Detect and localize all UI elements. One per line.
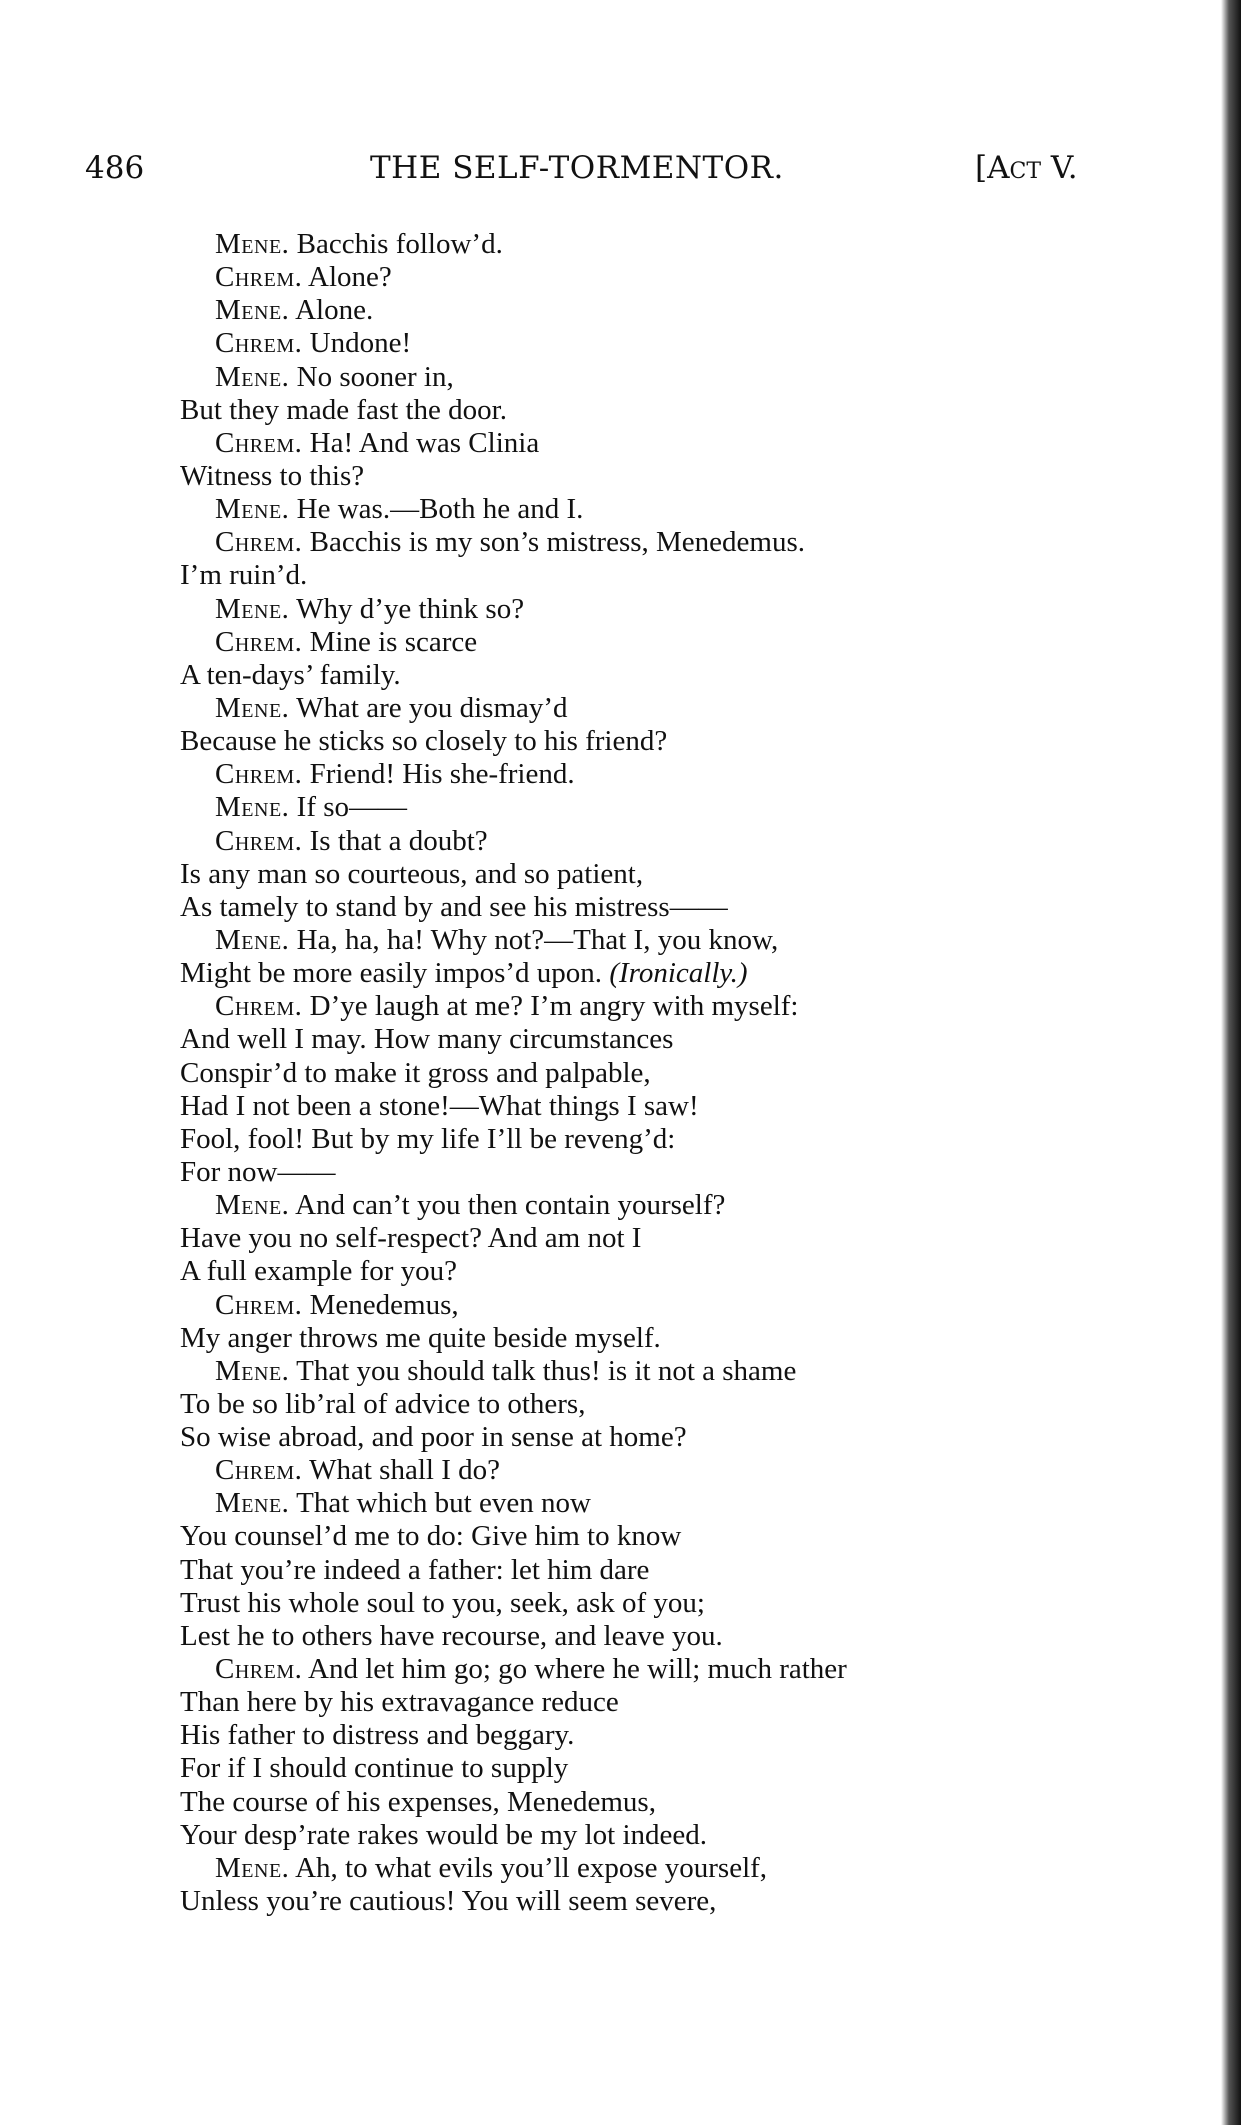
verse-line: [180, 1520, 1140, 1553]
line-text: Undone!: [309, 327, 412, 360]
speaker-label: Mene.: [215, 1189, 290, 1222]
line-text: For if I should continue to supply: [180, 1752, 569, 1785]
verse-line: [180, 1719, 1140, 1752]
verse-line: [180, 1189, 1140, 1222]
speaker-label: Chrem.: [215, 625, 303, 658]
verse-line: [180, 1255, 1140, 1288]
verse-line: [180, 725, 1140, 758]
speaker-label: Mene.: [215, 791, 290, 824]
line-text: So wise abroad, and poor in sense at home?: [180, 1421, 687, 1454]
line-text: He was.—Both he and I.: [296, 493, 584, 526]
line-text: And well I may. How many circumstances: [180, 1023, 674, 1056]
line-text: Trust his whole soul to you, seek, ask of you;: [180, 1586, 705, 1619]
verse-line: [180, 891, 1140, 924]
verse-line: [180, 1487, 1140, 1520]
verse-line: [180, 858, 1140, 891]
verse-line: [180, 1222, 1140, 1255]
verse-line: [180, 791, 1140, 824]
verse-line: [180, 1587, 1140, 1620]
line-text: A full example for you?: [180, 1255, 458, 1288]
line-text: Menedemus,: [309, 1288, 459, 1321]
line-text: Alone?: [308, 261, 392, 294]
verse-line: [180, 1388, 1140, 1421]
line-text: I’m ruin’d.: [180, 559, 308, 592]
act-label: [Act V.: [975, 150, 1078, 186]
line-text: Had I not been a stone!—What things I saw!: [180, 1089, 699, 1122]
line-text: Unless you’re cautious! You will seem severe,: [180, 1885, 717, 1918]
verse-line: [180, 394, 1140, 427]
verse-line: [180, 1686, 1140, 1719]
speaker-label: Mene.: [215, 592, 290, 625]
page-number: 486: [85, 150, 145, 186]
line-text: If so——: [296, 791, 408, 824]
verse-line: [180, 427, 1140, 460]
speaker-label: Mene.: [215, 1354, 290, 1387]
speaker-label: Mene.: [215, 493, 290, 526]
line-text: Mine is scarce: [309, 625, 478, 658]
verse-line: [180, 526, 1140, 559]
line-text: Lest he to others have recourse, and leave you.: [180, 1619, 723, 1652]
running-header: [0, 150, 1241, 200]
verse-line: [180, 593, 1140, 626]
speaker-label: Chrem.: [215, 1653, 303, 1686]
line-text: Ah, to what evils you’ll expose yourself,: [295, 1851, 768, 1884]
line-text: Friend! His she-friend.: [309, 758, 575, 791]
verse-line: [180, 1156, 1140, 1189]
verse-line: [180, 261, 1140, 294]
line-text: Alone.: [295, 294, 374, 327]
line-text: Conspir’d to make it gross and palpable,: [180, 1056, 651, 1089]
line-text: Fool, fool! But by my life I’ll be reveng’d:: [180, 1122, 676, 1155]
verse-line: [180, 1752, 1140, 1785]
verse-line: [180, 1620, 1140, 1653]
stage-direction: (Ironically.): [609, 957, 748, 990]
verse-line: [180, 294, 1140, 327]
line-text: D’ye laugh at me? I’m angry with myself:: [309, 990, 799, 1023]
speaker-label: Chrem.: [215, 824, 303, 857]
line-text: Witness to this?: [180, 459, 365, 492]
line-text: Because he sticks so closely to his friend?: [180, 725, 668, 758]
verse-line: [180, 1023, 1140, 1056]
speaker-label: Chrem.: [215, 1454, 303, 1487]
line-text: Than here by his extravagance reduce: [180, 1686, 619, 1719]
speaker-label: Mene.: [215, 1487, 290, 1520]
verse-line: [180, 1322, 1140, 1355]
line-text: And let him go; go where he will; much rather: [308, 1653, 847, 1686]
line-text: And can’t you then contain yourself?: [295, 1189, 726, 1222]
line-text: Bacchis is my son’s mistress, Menedemus.: [309, 526, 806, 559]
verse-line: [180, 1355, 1140, 1388]
verse-line: [180, 228, 1140, 261]
speaker-label: Mene.: [215, 360, 290, 393]
verse-line: [180, 1786, 1140, 1819]
line-text: Might be more easily impos’d upon.: [180, 957, 603, 990]
speaker-label: Chrem.: [215, 1288, 303, 1321]
line-text: That you’re indeed a father: let him dare: [180, 1553, 650, 1586]
line-text: A ten-days’ family.: [180, 658, 401, 691]
line-text: No sooner in,: [296, 360, 454, 393]
verse-line: [180, 1090, 1140, 1123]
verse-line: [180, 1885, 1140, 1918]
verse-line: [180, 1653, 1140, 1686]
line-text: Is any man so courteous, and so patient,: [180, 857, 644, 890]
verse-line: [180, 1123, 1140, 1156]
line-text: Your desp’rate rakes would be my lot indeed.: [180, 1818, 707, 1851]
speaker-label: Chrem.: [215, 426, 303, 459]
line-text: What shall I do?: [309, 1454, 500, 1487]
line-text: Is that a doubt?: [309, 824, 488, 857]
verse-line: [180, 361, 1140, 394]
verse-line: [180, 1852, 1140, 1885]
verse-line: [180, 493, 1140, 526]
line-text: Have you no self-respect? And am not I: [180, 1222, 642, 1255]
verse-line: [180, 1289, 1140, 1322]
speaker-label: Mene.: [215, 294, 290, 327]
speaker-label: Mene.: [215, 228, 290, 260]
speaker-label: Chrem.: [215, 327, 303, 360]
speaker-label: Chrem.: [215, 526, 303, 559]
verse-line: [180, 758, 1140, 791]
verse-line: [180, 825, 1140, 858]
speaker-label: Mene.: [215, 1851, 290, 1884]
verse-line: [180, 924, 1140, 957]
verse-line: [180, 626, 1140, 659]
verse-line: [180, 659, 1140, 692]
line-text: My anger throws me quite beside myself.: [180, 1321, 661, 1354]
play-text: [180, 228, 1140, 1918]
line-text: You counsel’d me to do: Give him to know: [180, 1520, 682, 1553]
speaker-label: Chrem.: [215, 990, 303, 1023]
verse-line: [180, 1819, 1140, 1852]
verse-line: [180, 460, 1140, 493]
line-text: Bacchis follow’d.: [296, 228, 503, 260]
line-text: Ha, ha, ha! Why not?—That I, you know,: [296, 923, 779, 956]
line-text: His father to distress and beggary.: [180, 1719, 575, 1752]
verse-line: [180, 957, 1140, 990]
speaker-label: Chrem.: [215, 758, 303, 791]
line-text: As tamely to stand by and see his mistress——: [180, 890, 728, 923]
running-title: THE SELF-TORMENTOR.: [370, 150, 784, 186]
line-text: Why d’ye think so?: [296, 592, 525, 625]
line-text: For now——: [180, 1155, 336, 1188]
speaker-label: Mene.: [215, 923, 290, 956]
line-text: But they made fast the door.: [180, 393, 507, 426]
line-text: What are you dismay’d: [296, 691, 568, 724]
verse-line: [180, 1554, 1140, 1587]
verse-line: [180, 692, 1140, 725]
verse-line: [180, 990, 1140, 1023]
line-text: To be so lib’ral of advice to others,: [180, 1387, 586, 1420]
line-text: The course of his expenses, Menedemus,: [180, 1785, 656, 1818]
line-text: That you should talk thus! is it not a shame: [296, 1354, 797, 1387]
verse-line: [180, 1057, 1140, 1090]
verse-line: [180, 327, 1140, 360]
verse-line: [180, 559, 1140, 592]
speaker-label: Mene.: [215, 691, 290, 724]
line-text: Ha! And was Clinia: [309, 426, 540, 459]
verse-line: [180, 1421, 1140, 1454]
line-text: That which but even now: [296, 1487, 591, 1520]
verse-line: [180, 1454, 1140, 1487]
speaker-label: Chrem.: [215, 261, 303, 294]
page-edge-shadow: [1221, 0, 1241, 2125]
